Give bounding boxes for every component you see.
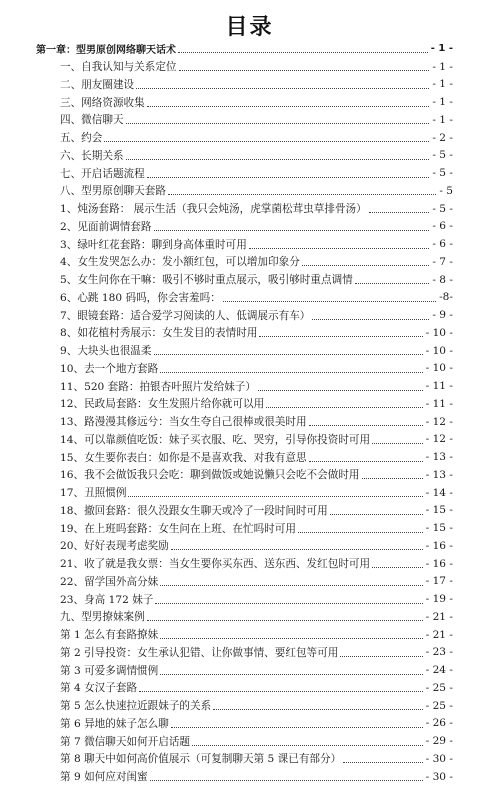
toc-entry-page-number: - 6 - [432, 238, 453, 251]
toc-entry-page-number: - 9 - [432, 309, 453, 322]
dot-leader [160, 372, 422, 373]
toc-entry[interactable] [0, 466, 499, 484]
toc-entry[interactable] [0, 129, 499, 147]
toc-entry[interactable] [0, 413, 499, 431]
toc-entry[interactable] [0, 661, 499, 679]
toc-entry-page-number: - 1 - [432, 113, 453, 126]
dot-leader [369, 212, 430, 213]
toc-entry-page-number: - 12 - [425, 415, 453, 428]
toc-entry-page-number: - 15 - [425, 522, 453, 535]
dot-leader [343, 762, 422, 763]
toc-entry-label: 第 5 怎么快速拉近跟妹子的关系 [60, 700, 212, 713]
toc-entry-label: 3、绿叶红花套路：聊到身高体重时可用 [60, 238, 247, 251]
dot-leader [259, 336, 422, 337]
toc-entry-label: 22、留学国外高分妹 [60, 575, 159, 588]
toc-entry[interactable] [0, 448, 499, 466]
dot-leader [171, 549, 423, 550]
toc-entry[interactable] [0, 573, 499, 591]
toc-entry-page-number: - 1 - [432, 96, 453, 109]
toc-entry[interactable] [0, 289, 499, 307]
toc-entry-page-number: - 2 - [432, 131, 453, 144]
toc-entry-label: 12、民政局套路：女生发照片给你就可以用 [60, 398, 265, 411]
toc-entry-label: 第 6 异地的妹子怎么聊 [60, 717, 169, 730]
toc-entry-page-number: - 11 - [425, 380, 453, 393]
toc-entry-page-number: - 11 - [425, 397, 453, 410]
toc-entry[interactable] [0, 555, 499, 573]
dot-leader [298, 532, 423, 533]
dot-leader [223, 301, 436, 302]
toc-entry-label: 17、丑照惯例 [60, 487, 127, 500]
toc-entry-label: 三、网络资源收集 [60, 96, 145, 109]
toc-entry-page-number: - 26 - [425, 717, 453, 730]
toc-entry[interactable] [0, 732, 499, 750]
dot-leader [160, 585, 422, 586]
dot-leader [160, 638, 422, 639]
toc-entry-page-number: -8- [439, 291, 453, 304]
dot-leader [340, 656, 422, 657]
toc-entry-page-number: - 5 - [432, 202, 453, 215]
toc-entry-label: 第 2 引导投资：女生承认犯错、让你做事情、要红包等可用 [60, 646, 339, 659]
toc-entry[interactable] [0, 590, 499, 608]
dot-leader [126, 159, 430, 160]
dot-leader [213, 709, 422, 710]
toc-entry-page-number: - 16 - [425, 557, 453, 570]
toc-entry-page-number: - 12 - [425, 433, 453, 446]
toc-entry-label: 第 1 怎么有套路撩妹 [60, 629, 159, 642]
toc-entry-label: 2、见面前调情套路 [60, 220, 152, 233]
toc-entry-page-number: - 24 - [425, 664, 453, 677]
dot-leader [147, 177, 430, 178]
toc-entry[interactable] [0, 679, 499, 697]
toc-entry-label: 第一章：型男原创网络聊天话术 [36, 45, 176, 57]
toc-entry-label: 七、开启话题流程 [60, 167, 145, 180]
toc-entry[interactable] [0, 218, 499, 236]
toc-entry[interactable] [0, 750, 499, 768]
toc-entry[interactable] [0, 626, 499, 644]
toc-entry-label: 23、身高 172 妹子 [60, 593, 154, 606]
toc-entry-label: 第 4 女汉子套路 [60, 682, 138, 695]
toc-entry[interactable] [0, 697, 499, 715]
toc-entry-label: 18、撤回套路：很久没跟女生聊天或冷了一段时间时可用 [60, 504, 328, 517]
dot-leader [266, 407, 422, 408]
toc-entry-label: 7、眼镜套路：适合爱学习阅读的人、低调展示有车） [60, 309, 311, 322]
toc-entry-label: 一、自我认知与关系定位 [60, 61, 177, 74]
toc-entry[interactable] [0, 502, 499, 520]
toc-entry-label: 14、可以靠颜值吃饭：妹子买衣服、吃、哭穷，引导你投资时可用 [60, 433, 371, 446]
dot-leader [372, 567, 423, 568]
toc-entry-page-number: - 10 - [425, 326, 453, 339]
toc-entry[interactable] [0, 431, 499, 449]
toc-entry[interactable] [0, 360, 499, 378]
dot-leader [171, 727, 423, 728]
dot-leader [179, 70, 430, 71]
toc-entry-page-number: - 10 - [425, 362, 453, 375]
toc-entry-page-number: - 6 - [432, 220, 453, 233]
toc-entry-label: 21、收了就是我女票：当女生要你买东西、送东西、发红包时可用 [60, 558, 371, 571]
dot-leader [362, 478, 423, 479]
toc-entry[interactable] [0, 324, 499, 342]
dot-leader [147, 620, 423, 621]
toc-entry-label: 6、心跳 180 码吗，你会害羞吗： [60, 291, 221, 304]
dot-leader [249, 248, 430, 249]
toc-chapter-heading[interactable] [0, 40, 499, 58]
toc-entry-label: 五、约会 [60, 132, 103, 145]
toc-entry-label: 第 3 可爱多调情惯例 [60, 664, 159, 677]
toc-entry-page-number: - 1 - [430, 43, 453, 55]
dot-leader [258, 390, 423, 391]
dot-leader [309, 461, 423, 462]
toc-entry-label: 二、朋友圈建设 [60, 78, 135, 91]
toc-entry[interactable] [0, 768, 499, 786]
toc-entry-page-number: - 7 - [432, 255, 453, 268]
dot-leader [330, 514, 423, 515]
toc-title: 目录 [225, 15, 274, 40]
toc-entry-label: 11、520 套路：拍银杏叶照片发给妹子） [60, 380, 256, 393]
dot-leader [126, 123, 430, 124]
toc-entry-page-number: - 23 - [425, 646, 453, 659]
toc-entry-label: 8、如花植村秀展示：女生发目的表情时用 [60, 327, 258, 340]
toc-entry[interactable] [0, 164, 499, 182]
toc-entry-page-number: - 8 - [432, 273, 453, 286]
toc-entry-page-number: - 21 - [425, 628, 453, 641]
toc-entry-page-number: - 17 - [425, 575, 453, 588]
dot-leader [309, 425, 423, 426]
toc-entry-label: 19、在上班吗套路：女生问在上班、在忙吗时可用 [60, 522, 296, 535]
toc-entry-label: 六、长期关系 [60, 149, 124, 162]
dot-leader [147, 106, 430, 107]
dot-leader [154, 354, 423, 355]
dot-leader [192, 745, 423, 746]
toc-entry-page-number: - 5 [439, 184, 453, 197]
toc-entry[interactable] [0, 253, 499, 271]
toc-entry[interactable] [0, 537, 499, 555]
toc-entry-label: 20、好好表现考虑奖励 [60, 540, 169, 553]
toc-entry-page-number: - 21 - [425, 610, 453, 623]
toc-entry-page-number: - 30 - [425, 752, 453, 765]
dot-leader [302, 265, 430, 266]
table-of-contents [0, 40, 499, 786]
toc-entry-page-number: - 14 - [425, 486, 453, 499]
dot-leader [128, 496, 422, 497]
dot-leader [168, 194, 436, 195]
toc-entry-page-number: - 10 - [425, 344, 453, 357]
dot-leader [355, 283, 430, 284]
toc-entry[interactable] [0, 76, 499, 94]
toc-entry-label: 九、型男撩妹案例 [60, 611, 145, 624]
toc-entry[interactable] [0, 715, 499, 733]
toc-entry-label: 第 7 微信聊天如何开启话题 [60, 735, 191, 748]
toc-entry[interactable] [0, 93, 499, 111]
toc-entry-page-number: - 13 - [425, 451, 453, 464]
toc-entry[interactable] [0, 608, 499, 626]
toc-entry[interactable] [0, 271, 499, 289]
toc-entry[interactable] [0, 235, 499, 253]
toc-entry-page-number: - 30 - [425, 770, 453, 783]
toc-entry-page-number: - 1 - [432, 60, 453, 73]
toc-entry[interactable] [0, 200, 499, 218]
toc-entry-label: 9、大块头也很温柔 [60, 345, 152, 358]
toc-entry-page-number: - 13 - [425, 468, 453, 481]
dot-leader [104, 141, 429, 142]
toc-entry-label: 4、女生发哭怎么办：发小额红包，可以增加印象分 [60, 256, 300, 269]
dot-leader [136, 88, 429, 89]
dot-leader [372, 443, 423, 444]
toc-entry-label: 第 9 如何应对闺蜜 [60, 771, 148, 784]
toc-entry[interactable] [0, 182, 499, 200]
toc-entry-page-number: - 5 - [432, 167, 453, 180]
toc-entry-label: 1、炖汤套路： 展示生活（我只会炖汤，虎掌菌松茸虫草排骨汤） [60, 203, 367, 216]
toc-entry[interactable] [0, 377, 499, 395]
toc-entry[interactable] [0, 111, 499, 129]
toc-entry-label: 第 8 聊天中如何高价值展示（可复制聊天第 5 课已有部分） [60, 753, 342, 766]
toc-entry[interactable] [0, 342, 499, 360]
toc-entry-page-number: - 25 - [425, 699, 453, 712]
toc-entry-page-number: - 1 - [432, 78, 453, 91]
toc-entry-page-number: - 19 - [425, 593, 453, 606]
toc-entry-label: 5、女生问你在干嘛：吸引不够时重点展示，吸引够时重点调情 [60, 274, 353, 287]
dot-leader [178, 52, 428, 53]
toc-entry[interactable] [0, 519, 499, 537]
toc-entry-label: 八、型男原创聊天套路 [60, 185, 166, 198]
toc-entry-label: 15、女生要你表白：如你是不是喜欢我、对我有意思 [60, 451, 307, 464]
toc-entry-page-number: - 16 - [425, 539, 453, 552]
toc-entry-label: 四、微信聊天 [60, 114, 124, 127]
toc-entry[interactable] [0, 58, 499, 76]
toc-entry-label: 10、去一个地方套路 [60, 362, 159, 375]
dot-leader [139, 691, 423, 692]
toc-entry[interactable] [0, 147, 499, 165]
dot-leader [150, 780, 423, 781]
toc-entry-page-number: - 29 - [425, 735, 453, 748]
toc-entry-label: 16、我不会做饭我只会吃：聊到做饭或她说懒只会吃不会做时用 [60, 469, 360, 482]
toc-entry-page-number: - 25 - [425, 681, 453, 694]
toc-entry-label: 13、路漫漫其修远兮：当女生夸自己很棒或很美时用 [60, 416, 307, 429]
dot-leader [154, 230, 430, 231]
toc-entry[interactable] [0, 644, 499, 662]
dot-leader [155, 603, 422, 604]
toc-entry[interactable] [0, 484, 499, 502]
toc-entry-page-number: - 5 - [432, 149, 453, 162]
dot-leader [312, 319, 429, 320]
toc-entry[interactable] [0, 395, 499, 413]
toc-entry[interactable] [0, 306, 499, 324]
dot-leader [160, 674, 422, 675]
toc-entry-page-number: - 15 - [425, 504, 453, 517]
